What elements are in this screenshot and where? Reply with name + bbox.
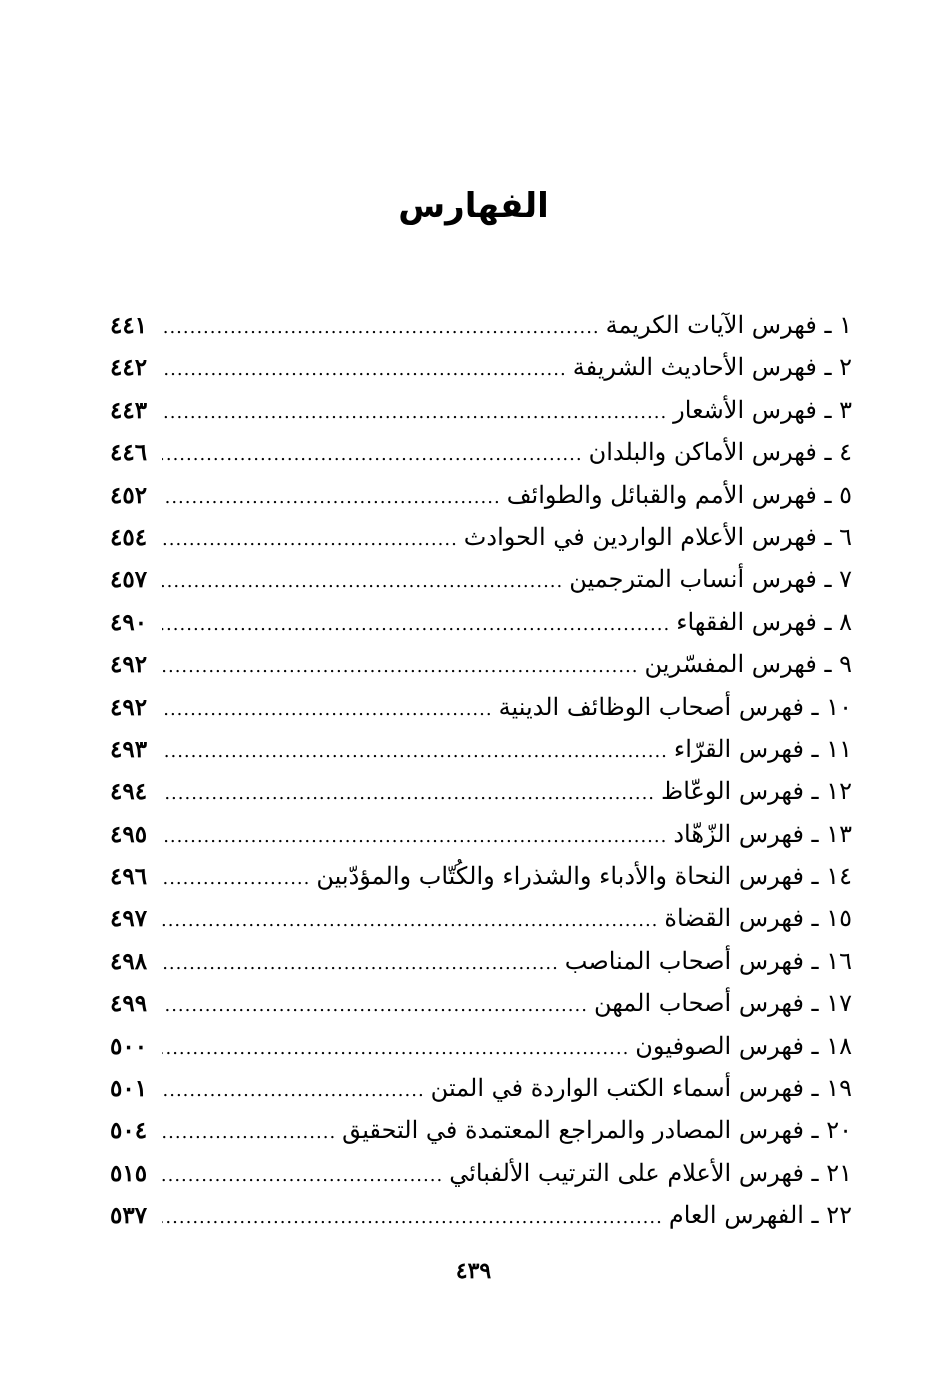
toc-entry-title: ١٨ ـ فهرس الصوفيون — [635, 1031, 852, 1060]
toc-entry-page: ٤٩٠ — [110, 608, 148, 636]
page-title: الفهارس — [398, 186, 549, 226]
toc-entry — [110, 346, 852, 388]
dot-leader — [162, 1028, 629, 1070]
toc-entry-title: ٧ ـ فهرس أنساب المترجمين — [569, 565, 852, 594]
toc-entry-page: ٤٩٢ — [110, 693, 148, 721]
toc-entry-page: ٥١٥ — [110, 1159, 148, 1187]
toc-entry-title: ٥ ـ فهرس الأمم والقبائل والطوائف — [506, 480, 852, 509]
dot-leader — [162, 1155, 443, 1197]
toc-entry — [110, 728, 852, 770]
toc-entry-title: ١٧ ـ فهرس أصحاب المهن — [593, 989, 852, 1018]
toc-entry — [110, 643, 852, 685]
toc-entry-title: ٢٠ ـ فهرس المصادر والمراجع المعتمدة في التحقيق — [342, 1116, 852, 1145]
toc-entry-title: ٢١ ـ فهرس الأعلام على الترتيب الألفبائي — [449, 1158, 852, 1187]
toc-entry-page: ٤٤٣ — [110, 396, 148, 424]
dot-leader — [162, 349, 567, 391]
toc-entry-page: ٤٩٢ — [110, 651, 148, 679]
dot-leader — [162, 392, 667, 434]
dot-leader — [162, 900, 658, 942]
dot-leader — [162, 561, 563, 603]
dot-leader — [162, 1197, 663, 1239]
toc-entry — [110, 982, 852, 1024]
toc-entry-title: ٣ ـ فهرس الأشعار — [673, 395, 852, 424]
toc-entry-title: ١١ ـ فهرس القرّاء — [673, 734, 852, 763]
toc-entry-title: ١٢ ـ فهرس الوعّاظ — [661, 777, 852, 806]
dot-leader — [162, 689, 493, 731]
toc-entry — [110, 1109, 852, 1151]
toc-entry-title: ١٣ ـ فهرس الزّهّاد — [673, 819, 852, 848]
toc-entry-title: ٦ ـ فهرس الأعلام الواردين في الحوادث — [463, 522, 852, 551]
dot-leader — [162, 943, 559, 985]
toc-entry — [110, 474, 852, 516]
toc-entry-page: ٤٩٣ — [110, 735, 148, 763]
toc-entry — [110, 304, 852, 346]
page-number: ٤٣٩ — [455, 1258, 492, 1284]
toc-entry-title: ٩ ـ فهرس المفسّرين — [644, 650, 852, 679]
toc-entry-title: ١٩ ـ فهرس أسماء الكتب الواردة في المتن — [430, 1074, 852, 1103]
toc-entry — [110, 855, 852, 897]
toc-entry — [110, 1025, 852, 1067]
toc-entry-title: ٢ ـ فهرس الأحاديث الشريفة — [572, 353, 852, 382]
toc-entry — [110, 1152, 852, 1194]
dot-leader — [162, 773, 655, 815]
dot-leader — [162, 307, 600, 349]
toc-entry-page: ٤٩٤ — [110, 778, 148, 806]
toc-entry-title: ٤ ـ فهرس الأماكن والبلدان — [588, 438, 852, 467]
toc-entry — [110, 940, 852, 982]
dot-leader — [162, 985, 588, 1027]
toc-entry-page: ٤٥٢ — [110, 481, 148, 509]
dot-leader — [162, 816, 667, 858]
toc-entry-page: ٥٠٠ — [110, 1032, 148, 1060]
toc-entry-title: ١٥ ـ فهرس القضاة — [664, 904, 852, 933]
toc-entry — [110, 686, 852, 728]
toc-entry-page: ٤٩٨ — [110, 947, 148, 975]
dot-leader — [162, 858, 310, 900]
toc-entry — [110, 601, 852, 643]
toc-entry — [110, 431, 852, 473]
toc-entry — [110, 389, 852, 431]
toc-entry — [110, 813, 852, 855]
dot-leader — [162, 646, 639, 688]
toc-entry-title: ١٤ ـ فهرس النحاة والأدباء والشذراء والكُتّاب والمؤدّبين — [316, 862, 852, 891]
toc-entry-page: ٤٩٥ — [110, 820, 148, 848]
dot-leader — [162, 1112, 336, 1154]
dot-leader — [162, 731, 668, 773]
dot-leader — [162, 1070, 425, 1112]
toc-entry — [110, 770, 852, 812]
dot-leader — [162, 477, 501, 519]
toc-entry-title: ٢٢ ـ الفهرس العام — [668, 1201, 852, 1230]
toc-entry-page: ٤٩٩ — [110, 990, 148, 1018]
toc-entry — [110, 1194, 852, 1236]
toc-entry — [110, 1067, 852, 1109]
toc-entry-page: ٥٠١ — [110, 1075, 148, 1103]
toc-entry — [110, 897, 852, 939]
toc-entry — [110, 516, 852, 558]
toc-entry-title: ١٠ ـ فهرس أصحاب الوظائف الدينية — [498, 692, 852, 721]
toc-entry-page: ٤٥٧ — [110, 566, 148, 594]
toc-entry-page: ٤٩٧ — [110, 905, 148, 933]
dot-leader — [162, 519, 458, 561]
toc-entry — [110, 558, 852, 600]
dot-leader — [162, 604, 670, 646]
toc-entry-title: ١ ـ فهرس الآيات الكريمة — [605, 311, 852, 339]
toc-entry-page: ٤٩٦ — [110, 863, 148, 891]
toc-entry-page: ٥٠٤ — [110, 1117, 148, 1145]
toc-entry-page: ٤٤٢ — [110, 354, 148, 382]
table-of-contents — [110, 304, 852, 1237]
toc-entry-title: ١٦ ـ فهرس أصحاب المناصب — [564, 946, 852, 975]
toc-entry-page: ٤٤١ — [110, 312, 148, 339]
toc-entry-page: ٤٥٤ — [110, 523, 148, 551]
toc-entry-page: ٤٤٦ — [110, 439, 148, 467]
toc-entry-page: ٥٣٧ — [110, 1202, 148, 1230]
toc-entry-title: ٨ ـ فهرس الفقهاء — [676, 607, 852, 636]
dot-leader — [162, 434, 583, 476]
